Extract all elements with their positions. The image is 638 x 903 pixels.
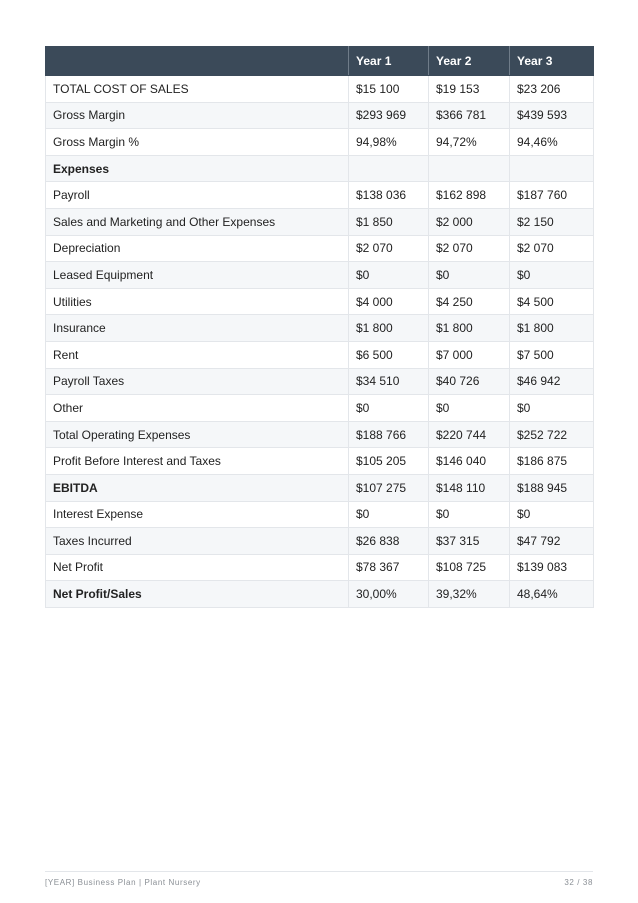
table-row [46, 341, 594, 368]
row-value-year-2: $108 725 [429, 554, 510, 581]
table-row [46, 448, 594, 475]
row-value-year-3: $0 [510, 501, 594, 528]
row-value-year-1 [349, 155, 429, 182]
table-row [46, 474, 594, 501]
row-value-year-3: $7 500 [510, 341, 594, 368]
row-value-year-2: $40 726 [429, 368, 510, 395]
table-row [46, 501, 594, 528]
row-value-year-1: $107 275 [349, 474, 429, 501]
table-row [46, 581, 594, 608]
row-value-year-2: $1 800 [429, 315, 510, 342]
footer-page-number: 32 / 38 [564, 878, 593, 887]
header-cell-label [46, 46, 349, 76]
table-row [46, 421, 594, 448]
row-label: EBITDA [46, 474, 349, 501]
row-value-year-2: $0 [429, 501, 510, 528]
row-value-year-3: $186 875 [510, 448, 594, 475]
row-value-year-1: $0 [349, 501, 429, 528]
row-value-year-3: $0 [510, 395, 594, 422]
table-row [46, 395, 594, 422]
row-label: TOTAL COST OF SALES [46, 76, 349, 103]
table-row [46, 155, 594, 182]
row-value-year-2: $162 898 [429, 182, 510, 209]
row-value-year-1: $34 510 [349, 368, 429, 395]
row-value-year-3: 48,64% [510, 581, 594, 608]
table-row [46, 315, 594, 342]
table-row [46, 368, 594, 395]
row-value-year-2: $2 000 [429, 208, 510, 235]
table-row [46, 235, 594, 262]
row-value-year-1: $138 036 [349, 182, 429, 209]
row-value-year-3: $23 206 [510, 76, 594, 103]
row-value-year-1: $105 205 [349, 448, 429, 475]
row-label: Rent [46, 341, 349, 368]
row-value-year-2: $0 [429, 262, 510, 289]
row-value-year-1: $1 800 [349, 315, 429, 342]
row-label: Taxes Incurred [46, 528, 349, 555]
row-value-year-1: $0 [349, 262, 429, 289]
row-value-year-3: $2 070 [510, 235, 594, 262]
row-value-year-2 [429, 155, 510, 182]
row-value-year-3: $46 942 [510, 368, 594, 395]
row-label: Depreciation [46, 235, 349, 262]
table-row [46, 182, 594, 209]
row-label: Payroll [46, 182, 349, 209]
footer-document-title: [YEAR] Business Plan | Plant Nursery [45, 878, 201, 887]
row-value-year-3: $1 800 [510, 315, 594, 342]
row-value-year-1: $6 500 [349, 341, 429, 368]
row-label: Total Operating Expenses [46, 421, 349, 448]
row-value-year-3: 94,46% [510, 129, 594, 156]
table-row [46, 554, 594, 581]
row-label: Other [46, 395, 349, 422]
row-value-year-2: $0 [429, 395, 510, 422]
table-body [46, 76, 594, 608]
row-value-year-2: 39,32% [429, 581, 510, 608]
row-value-year-2: $19 153 [429, 76, 510, 103]
row-value-year-2: $4 250 [429, 288, 510, 315]
row-value-year-2: $2 070 [429, 235, 510, 262]
row-value-year-3: $188 945 [510, 474, 594, 501]
row-value-year-2: $366 781 [429, 102, 510, 129]
row-value-year-1: $188 766 [349, 421, 429, 448]
row-label: Payroll Taxes [46, 368, 349, 395]
table-row [46, 288, 594, 315]
row-value-year-3: $439 593 [510, 102, 594, 129]
row-value-year-1: 30,00% [349, 581, 429, 608]
row-value-year-1: $2 070 [349, 235, 429, 262]
row-value-year-2: $7 000 [429, 341, 510, 368]
row-value-year-2: $220 744 [429, 421, 510, 448]
row-label: Interest Expense [46, 501, 349, 528]
page-footer [45, 871, 593, 892]
row-value-year-2: $148 110 [429, 474, 510, 501]
row-value-year-2: $37 315 [429, 528, 510, 555]
row-label: Gross Margin [46, 102, 349, 129]
row-value-year-3: $252 722 [510, 421, 594, 448]
row-label: Sales and Marketing and Other Expenses [46, 208, 349, 235]
table-header-row [46, 46, 594, 76]
table-row [46, 262, 594, 289]
row-value-year-1: $26 838 [349, 528, 429, 555]
header-cell-year-1: Year 1 [349, 46, 429, 76]
row-value-year-1: $78 367 [349, 554, 429, 581]
row-label: Net Profit/Sales [46, 581, 349, 608]
row-value-year-3: $187 760 [510, 182, 594, 209]
row-value-year-3: $2 150 [510, 208, 594, 235]
table-row [46, 129, 594, 156]
row-label: Utilities [46, 288, 349, 315]
table-row [46, 102, 594, 129]
row-value-year-3: $0 [510, 262, 594, 289]
row-label: Leased Equipment [46, 262, 349, 289]
header-cell-year-3: Year 3 [510, 46, 594, 76]
row-value-year-3: $4 500 [510, 288, 594, 315]
row-value-year-1: $293 969 [349, 102, 429, 129]
row-label: Expenses [46, 155, 349, 182]
row-value-year-2: $146 040 [429, 448, 510, 475]
row-value-year-2: 94,72% [429, 129, 510, 156]
table-row [46, 528, 594, 555]
row-value-year-1: $15 100 [349, 76, 429, 103]
row-label: Insurance [46, 315, 349, 342]
row-label: Profit Before Interest and Taxes [46, 448, 349, 475]
profit-and-loss-table [45, 46, 594, 608]
table-row [46, 76, 594, 103]
header-cell-year-2: Year 2 [429, 46, 510, 76]
row-label: Gross Margin % [46, 129, 349, 156]
table-row [46, 208, 594, 235]
row-value-year-1: 94,98% [349, 129, 429, 156]
row-value-year-3 [510, 155, 594, 182]
row-label: Net Profit [46, 554, 349, 581]
row-value-year-1: $4 000 [349, 288, 429, 315]
row-value-year-3: $139 083 [510, 554, 594, 581]
row-value-year-1: $1 850 [349, 208, 429, 235]
row-value-year-3: $47 792 [510, 528, 594, 555]
row-value-year-1: $0 [349, 395, 429, 422]
